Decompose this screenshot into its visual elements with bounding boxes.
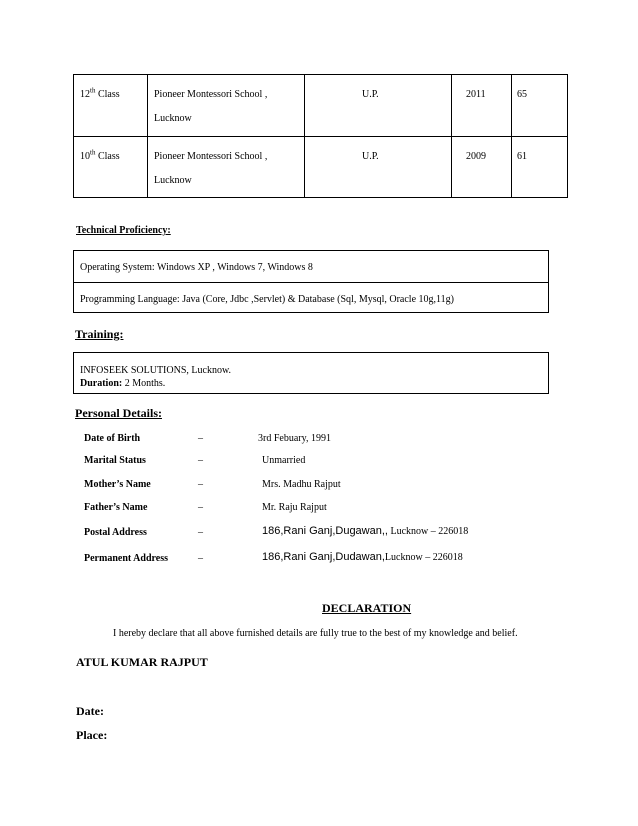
training-company: INFOSEEK SOLUTIONS, Lucknow.	[80, 365, 232, 376]
signature-name: ATUL KUMAR RAJPUT	[76, 655, 208, 669]
detail-dash: –	[198, 527, 203, 538]
personal-heading: Personal Details:	[75, 406, 162, 420]
training-heading: Training:	[75, 327, 124, 341]
table-cell-class: 12th Class	[80, 86, 120, 100]
detail-value-marital: Unmarried	[262, 455, 306, 466]
table-cell-school: Pioneer Montessori School ,	[154, 89, 268, 100]
table-cell-percent: 61	[517, 151, 527, 162]
table-cell-board: U.P.	[362, 151, 379, 162]
detail-value-father: Mr. Raju Rajput	[262, 502, 327, 513]
detail-dash: –	[198, 479, 203, 490]
detail-value-permanent: 186,Rani Ganj,Dudawan,Lucknow – 226018	[262, 551, 463, 563]
technical-os: Operating System: Windows XP , Windows 7, Windows 8	[80, 262, 313, 273]
training-duration: Duration: 2 Months.	[80, 378, 166, 389]
detail-label-postal: Postal Address	[84, 527, 147, 538]
detail-label-permanent: Permanent Address	[84, 553, 168, 564]
detail-value-postal: 186,Rani Ganj,Dugawan,, Lucknow – 226018	[262, 525, 469, 537]
technical-heading: Technical Proficiency:	[76, 225, 171, 236]
table-cell-city: Lucknow	[154, 113, 192, 124]
detail-dash: –	[198, 455, 203, 466]
detail-value-dob: 3rd Febuary, 1991	[258, 433, 331, 444]
table-cell-class: 10th Class	[80, 148, 120, 162]
table-divider	[74, 136, 567, 137]
detail-label-marital: Marital Status	[84, 455, 146, 466]
detail-dash: –	[198, 502, 203, 513]
technical-programming: Programming Language: Java (Core, Jdbc ,Servlet) & Database (Sql, Mysql, Oracle 10g,11g)	[80, 294, 454, 305]
table-cell-school: Pioneer Montessori School ,	[154, 151, 268, 162]
table-cell-percent: 65	[517, 89, 527, 100]
declaration-heading: DECLARATION	[322, 601, 412, 615]
education-table	[73, 74, 568, 198]
training-box	[73, 352, 549, 394]
declaration-text: I hereby declare that all above furnished details are fully true to the best of my knowledge and belief.	[113, 628, 518, 639]
table-cell-city: Lucknow	[154, 175, 192, 186]
detail-dash: –	[198, 433, 203, 444]
detail-dash: –	[198, 553, 203, 564]
place-label: Place:	[76, 728, 108, 742]
detail-label-dob: Date of Birth	[84, 433, 141, 444]
detail-value-mother: Mrs. Madhu Rajput	[262, 479, 341, 490]
table-cell-year: 2009	[466, 151, 486, 162]
detail-label-father: Father’s Name	[84, 502, 148, 513]
table-cell-board: U.P.	[362, 89, 379, 100]
detail-label-mother: Mother’s Name	[84, 479, 151, 490]
box-divider	[74, 282, 548, 283]
date-label: Date:	[76, 704, 104, 718]
technical-box	[73, 250, 549, 313]
table-cell-year: 2011	[466, 89, 486, 100]
